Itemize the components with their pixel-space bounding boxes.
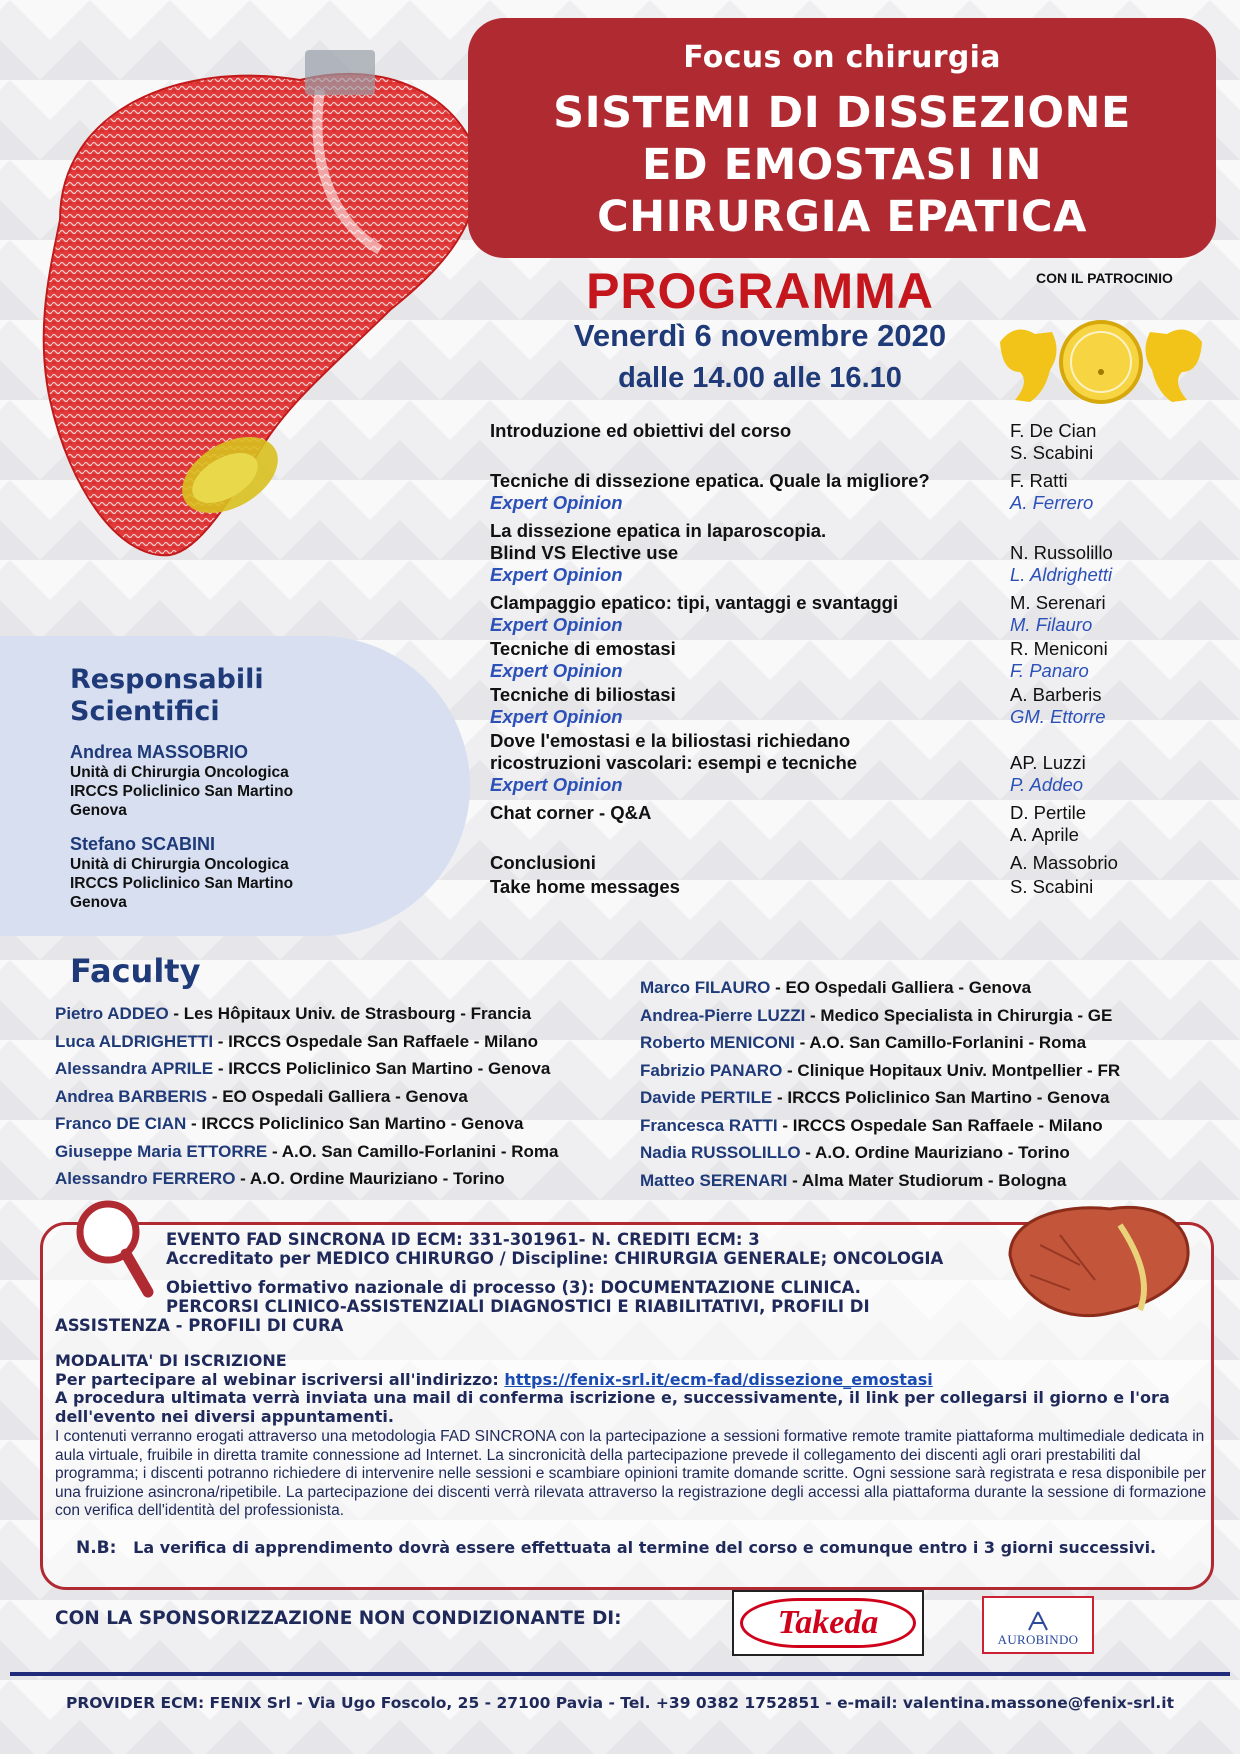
speaker-name: F. Ratti <box>1010 470 1068 491</box>
liver-illustration <box>20 20 490 600</box>
nb-note <box>76 1538 1156 1558</box>
program-topic-line: Tecniche di emostasi <box>490 638 676 659</box>
program-row <box>490 470 1210 514</box>
banner-title-line: ED EMOSTASI IN <box>642 140 1042 190</box>
program-row <box>490 592 1210 636</box>
program-topic <box>490 520 1000 586</box>
registration-prefix: Per partecipare al webinar iscriversi all'indirizzo: <box>55 1369 505 1389</box>
program-topic-line <box>490 442 1000 464</box>
faculty-affiliation: - A.O. San Camillo-Forlanini - Roma <box>794 1033 1087 1052</box>
faculty-name: Fabrizio PANARO <box>640 1060 783 1080</box>
responsabile-affiliation: Unità di Chirurgia Oncologica <box>70 764 289 781</box>
program-topic-line: La dissezione epatica in laparoscopia. <box>490 520 827 541</box>
program-topic-line: Conclusioni <box>490 852 596 873</box>
faculty-member <box>55 1083 558 1111</box>
responsabili-heading <box>70 664 470 728</box>
program-speakers <box>1010 684 1210 728</box>
faculty-member <box>640 1167 1120 1195</box>
speaker-name <box>1010 730 1210 752</box>
faculty-member <box>640 1084 1120 1112</box>
program-speakers <box>1010 520 1210 586</box>
program-speakers <box>1010 730 1210 796</box>
provider-footer: PROVIDER ECM: FENIX Srl - Via Ugo Foscolo, 25 - 27100 Pavia - Tel. +39 0382 1752851 - e-mail: valentina.massone@fenix-srl.it <box>65 1694 1175 1712</box>
program-topic <box>490 638 1000 682</box>
takeda-logo <box>732 1590 924 1656</box>
program-row <box>490 730 1210 796</box>
banner-kicker: Focus on chirurgia <box>683 40 1001 75</box>
program-speakers <box>1010 638 1210 682</box>
banner-title-line: CHIRURGIA EPATICA <box>597 192 1087 242</box>
program-row <box>490 684 1210 728</box>
expert-opinion-label: Expert Opinion <box>490 492 623 513</box>
event-time: dalle 14.00 alle 16.10 <box>618 362 902 394</box>
faculty-name: Andrea-Pierre LUZZI <box>640 1005 806 1025</box>
magnifier-icon <box>70 1196 160 1300</box>
program-topic-line: Blind VS Elective use <box>490 542 679 563</box>
title-banner <box>468 18 1216 258</box>
program-topic-line: Take home messages <box>490 876 680 897</box>
banner-title-line: SISTEMI DI DISSEZIONE <box>553 88 1131 138</box>
faculty-name: Pietro ADDEO <box>55 1004 169 1023</box>
aurobindo-logo <box>982 1596 1094 1654</box>
program-topic-line: Tecniche di biliostasi <box>490 684 676 705</box>
speaker-name: L. Aldrighetti <box>1010 564 1113 585</box>
aurobindo-logo-text: AUROBINDO <box>997 1632 1079 1647</box>
speaker-name <box>1010 520 1210 542</box>
faculty-member <box>640 1029 1120 1057</box>
program-row <box>490 876 1210 898</box>
responsabile-affiliation: Genova <box>70 802 127 819</box>
program-topic <box>490 876 1000 898</box>
takeda-logo-text: Takeda <box>740 1598 916 1648</box>
program-speakers <box>1010 852 1210 874</box>
fad-description: I contenuti verranno erogati attraverso una metodologia FAD SINCRONA con la partecipazione a sessioni formative remote tramite piattaforma multimediale dedicata in aula virtuale, fruibile in diretta tramite connessione ad Internet. La sincronicità della partecipazione prevede il collegamento dei discenti agli orari prestabiliti dal programma; i discenti potranno richiedere di intervenire nelle sessioni e scambiare opinioni tramite domande scritte. Ogni sessione sarà registrata e resa disponibile per una fruizione asincrona/ripetibile. La partecipazione dei discenti verrà rilevata attraverso la registrazione degli accessi alla piattaforma durante la sessione di formazione con verifica dell'identità del professionista. <box>55 1428 1207 1519</box>
patrocinio-emblem-icon <box>990 312 1212 412</box>
ecm-objective-line: ASSISTENZA - PROFILI DI CURA <box>55 1316 344 1335</box>
program-table <box>490 420 1210 898</box>
ecm-event-line: EVENTO FAD SINCRONA ID ECM: 331-301961- N. CREDITI ECM: 3 <box>166 1230 760 1249</box>
program-topic <box>490 802 1000 846</box>
responsabile-affiliation: Unità di Chirurgia Oncologica <box>70 856 289 873</box>
programma-heading: PROGRAMMA <box>586 263 934 319</box>
speaker-name: M. Filauro <box>1010 614 1093 635</box>
speaker-name: P. Addeo <box>1010 774 1084 795</box>
program-row <box>490 802 1210 846</box>
ecm-header <box>166 1230 943 1268</box>
faculty-affiliation: - A.O. San Camillo-Forlanini - Roma <box>267 1141 559 1161</box>
program-topic <box>490 420 1000 464</box>
patrocinio-label: CON IL PATROCINIO <box>1036 270 1173 286</box>
program-topic <box>490 730 1000 796</box>
faculty-name: Alessandro FERRERO <box>55 1169 236 1188</box>
speaker-name: GM. Ettorre <box>1010 706 1106 727</box>
program-topic-line: Tecniche di dissezione epatica. Quale la migliore? <box>490 470 930 491</box>
faculty-affiliation: - IRCCS Ospedale San Raffaele - Milano <box>777 1115 1103 1135</box>
faculty-affiliation: - Alma Mater Studiorum - Bologna <box>787 1170 1067 1190</box>
expert-opinion-label: Expert Opinion <box>490 564 623 585</box>
program-speakers <box>1010 470 1210 514</box>
speaker-name: A. Aprile <box>1010 824 1079 845</box>
registration-section <box>55 1352 1205 1426</box>
faculty-heading: Faculty <box>70 952 201 990</box>
faculty-affiliation: - IRCCS Ospedale San Raffaele - Milano <box>213 1031 539 1051</box>
expert-opinion-label: Expert Opinion <box>490 660 623 681</box>
responsabili-heading-line: Responsabili <box>70 664 264 695</box>
faculty-name: Matteo SERENARI <box>640 1170 788 1190</box>
responsabile-name: Stefano SCABINI <box>70 834 216 854</box>
program-topic <box>490 470 1000 514</box>
faculty-list-left <box>55 1000 558 1193</box>
program-topic <box>490 852 1000 874</box>
speaker-name: F. Panaro <box>1010 660 1089 681</box>
program-topic <box>490 684 1000 728</box>
responsabile-affiliation: Genova <box>70 894 127 911</box>
program-topic-line <box>490 824 1000 846</box>
faculty-name: Alessandra APRILE <box>55 1059 214 1078</box>
faculty-affiliation: - IRCCS Policlinico San Martino - Genova <box>186 1114 524 1133</box>
program-topic-line: Clampaggio epatico: tipi, vantaggi e svantaggi <box>490 592 899 613</box>
faculty-name: Giuseppe Maria ETTORRE <box>55 1141 268 1161</box>
registration-link[interactable]: https://fenix-srl.it/ecm-fad/dissezione_emostasi <box>504 1369 933 1389</box>
faculty-name: Andrea BARBERIS <box>55 1086 208 1106</box>
faculty-name: Roberto MENICONI <box>640 1033 795 1052</box>
footer-divider <box>10 1672 1230 1676</box>
responsabile-affiliation: IRCCS Policlinico San Martino <box>70 875 294 892</box>
faculty-name: Luca ALDRIGHETTI <box>55 1031 214 1051</box>
expert-opinion-label: Expert Opinion <box>490 774 623 795</box>
ecm-accreditation-line: Accreditato per MEDICO CHIRURGO / Discipline: CHIRURGIA GENERALE; ONCOLOGIA <box>166 1249 944 1268</box>
speaker-name: A. Ferrero <box>1010 492 1094 513</box>
responsabile-affiliation: IRCCS Policlinico San Martino <box>70 783 294 800</box>
speaker-name: D. Pertile <box>1010 802 1087 823</box>
speaker-name: N. Russolillo <box>1010 542 1113 563</box>
responsabili-panel <box>0 636 470 936</box>
nb-key: N.B: <box>76 1538 117 1558</box>
ecm-objective-line: Obiettivo formativo nazionale di processo (3): DOCUMENTAZIONE CLINICA. <box>166 1278 861 1297</box>
responsabile-entry <box>70 834 470 912</box>
banner-title <box>468 87 1216 243</box>
speaker-name: F. De Cian <box>1010 420 1097 441</box>
program-speakers <box>1010 420 1210 464</box>
faculty-affiliation: - Medico Specialista in Chirurgia - GE <box>805 1005 1113 1025</box>
faculty-name: Francesca RATTI <box>640 1115 778 1135</box>
faculty-member <box>640 1139 1120 1167</box>
ecm-objective-line: PERCORSI CLINICO-ASSISTENZIALI DIAGNOSTICI E RIABILITATIVI, PROFILI DI <box>166 1297 870 1316</box>
faculty-member <box>55 1165 558 1193</box>
faculty-name: Marco FILAURO <box>640 978 771 997</box>
registration-followup: A procedura ultimata verrà inviata una mail di conferma iscrizione e, successivamente, il link per collegarsi il giorno e l'ora dell'evento nei diversi appuntamenti. <box>55 1388 1170 1426</box>
faculty-name: Franco DE CIAN <box>55 1114 187 1133</box>
responsabile-entry <box>70 742 470 820</box>
event-date: Venerdì 6 novembre 2020 <box>573 318 947 353</box>
faculty-member <box>640 1057 1120 1085</box>
speaker-name: A. Barberis <box>1010 684 1102 705</box>
faculty-member <box>640 974 1120 1002</box>
speaker-name: A. Massobrio <box>1010 852 1118 873</box>
registration-title: MODALITA' DI ISCRIZIONE <box>55 1351 287 1370</box>
expert-opinion-label: Expert Opinion <box>490 614 623 635</box>
faculty-member <box>55 1028 558 1056</box>
aurobindo-mark-icon <box>1025 1610 1051 1632</box>
ecm-objective <box>166 1278 870 1316</box>
faculty-affiliation: - A.O. Ordine Mauriziano - Torino <box>235 1169 505 1188</box>
responsabili-heading-line: Scientifici <box>70 696 220 727</box>
faculty-affiliation: - EO Ospedali Galliera - Genova <box>770 978 1032 997</box>
speaker-name: S. Scabini <box>1010 442 1094 463</box>
speaker-name: M. Serenari <box>1010 592 1106 613</box>
speaker-name: S. Scabini <box>1010 876 1094 897</box>
program-row <box>490 638 1210 682</box>
program-row <box>490 420 1210 464</box>
speaker-name: R. Meniconi <box>1010 638 1108 659</box>
faculty-affiliation: - IRCCS Policlinico San Martino - Genova <box>213 1059 551 1078</box>
speaker-name: AP. Luzzi <box>1010 752 1086 773</box>
faculty-affiliation: - EO Ospedali Galliera - Genova <box>207 1086 468 1106</box>
responsabile-name: Andrea MASSOBRIO <box>70 742 249 762</box>
faculty-affiliation: - IRCCS Policlinico San Martino - Genova <box>772 1088 1110 1107</box>
program-topic-line: Introduzione ed obiettivi del corso <box>490 420 792 441</box>
program-topic-line: Chat corner - Q&A <box>490 802 652 823</box>
faculty-member <box>55 1138 558 1166</box>
expert-opinion-label: Expert Opinion <box>490 706 623 727</box>
faculty-name: Nadia RUSSOLILLO <box>640 1143 801 1162</box>
faculty-name: Davide PERTILE <box>640 1088 773 1107</box>
program-topic <box>490 592 1000 636</box>
faculty-list-right <box>640 974 1120 1194</box>
faculty-member <box>640 1112 1120 1140</box>
program-speakers <box>1010 802 1210 846</box>
faculty-member <box>55 1110 558 1138</box>
program-speakers <box>1010 592 1210 636</box>
faculty-affiliation: - Clinique Hopitaux Univ. Montpellier - FR <box>782 1060 1121 1080</box>
program-row <box>490 520 1210 586</box>
faculty-member <box>55 1055 558 1083</box>
program-topic-line: Dove l'emostasi e la biliostasi richiedano <box>490 730 851 751</box>
sponsor-label: CON LA SPONSORIZZAZIONE NON CONDIZIONANTE DI: <box>55 1608 622 1629</box>
program-row <box>490 852 1210 874</box>
nb-text: La verifica di apprendimento dovrà essere effettuata al termine del corso e comunque entro i 3 giorni successivi. <box>133 1538 1157 1557</box>
program-topic-line: ricostruzioni vascolari: esempi e tecniche <box>490 752 858 773</box>
faculty-member <box>640 1002 1120 1030</box>
registration-instructions <box>55 1371 1205 1390</box>
faculty-affiliation: - Les Hôpitaux Univ. de Strasbourg - Francia <box>168 1004 532 1023</box>
program-speakers <box>1010 876 1210 898</box>
faculty-member <box>55 1000 558 1028</box>
liver-photo <box>1000 1195 1196 1331</box>
faculty-affiliation: - A.O. Ordine Mauriziano - Torino <box>800 1143 1070 1162</box>
